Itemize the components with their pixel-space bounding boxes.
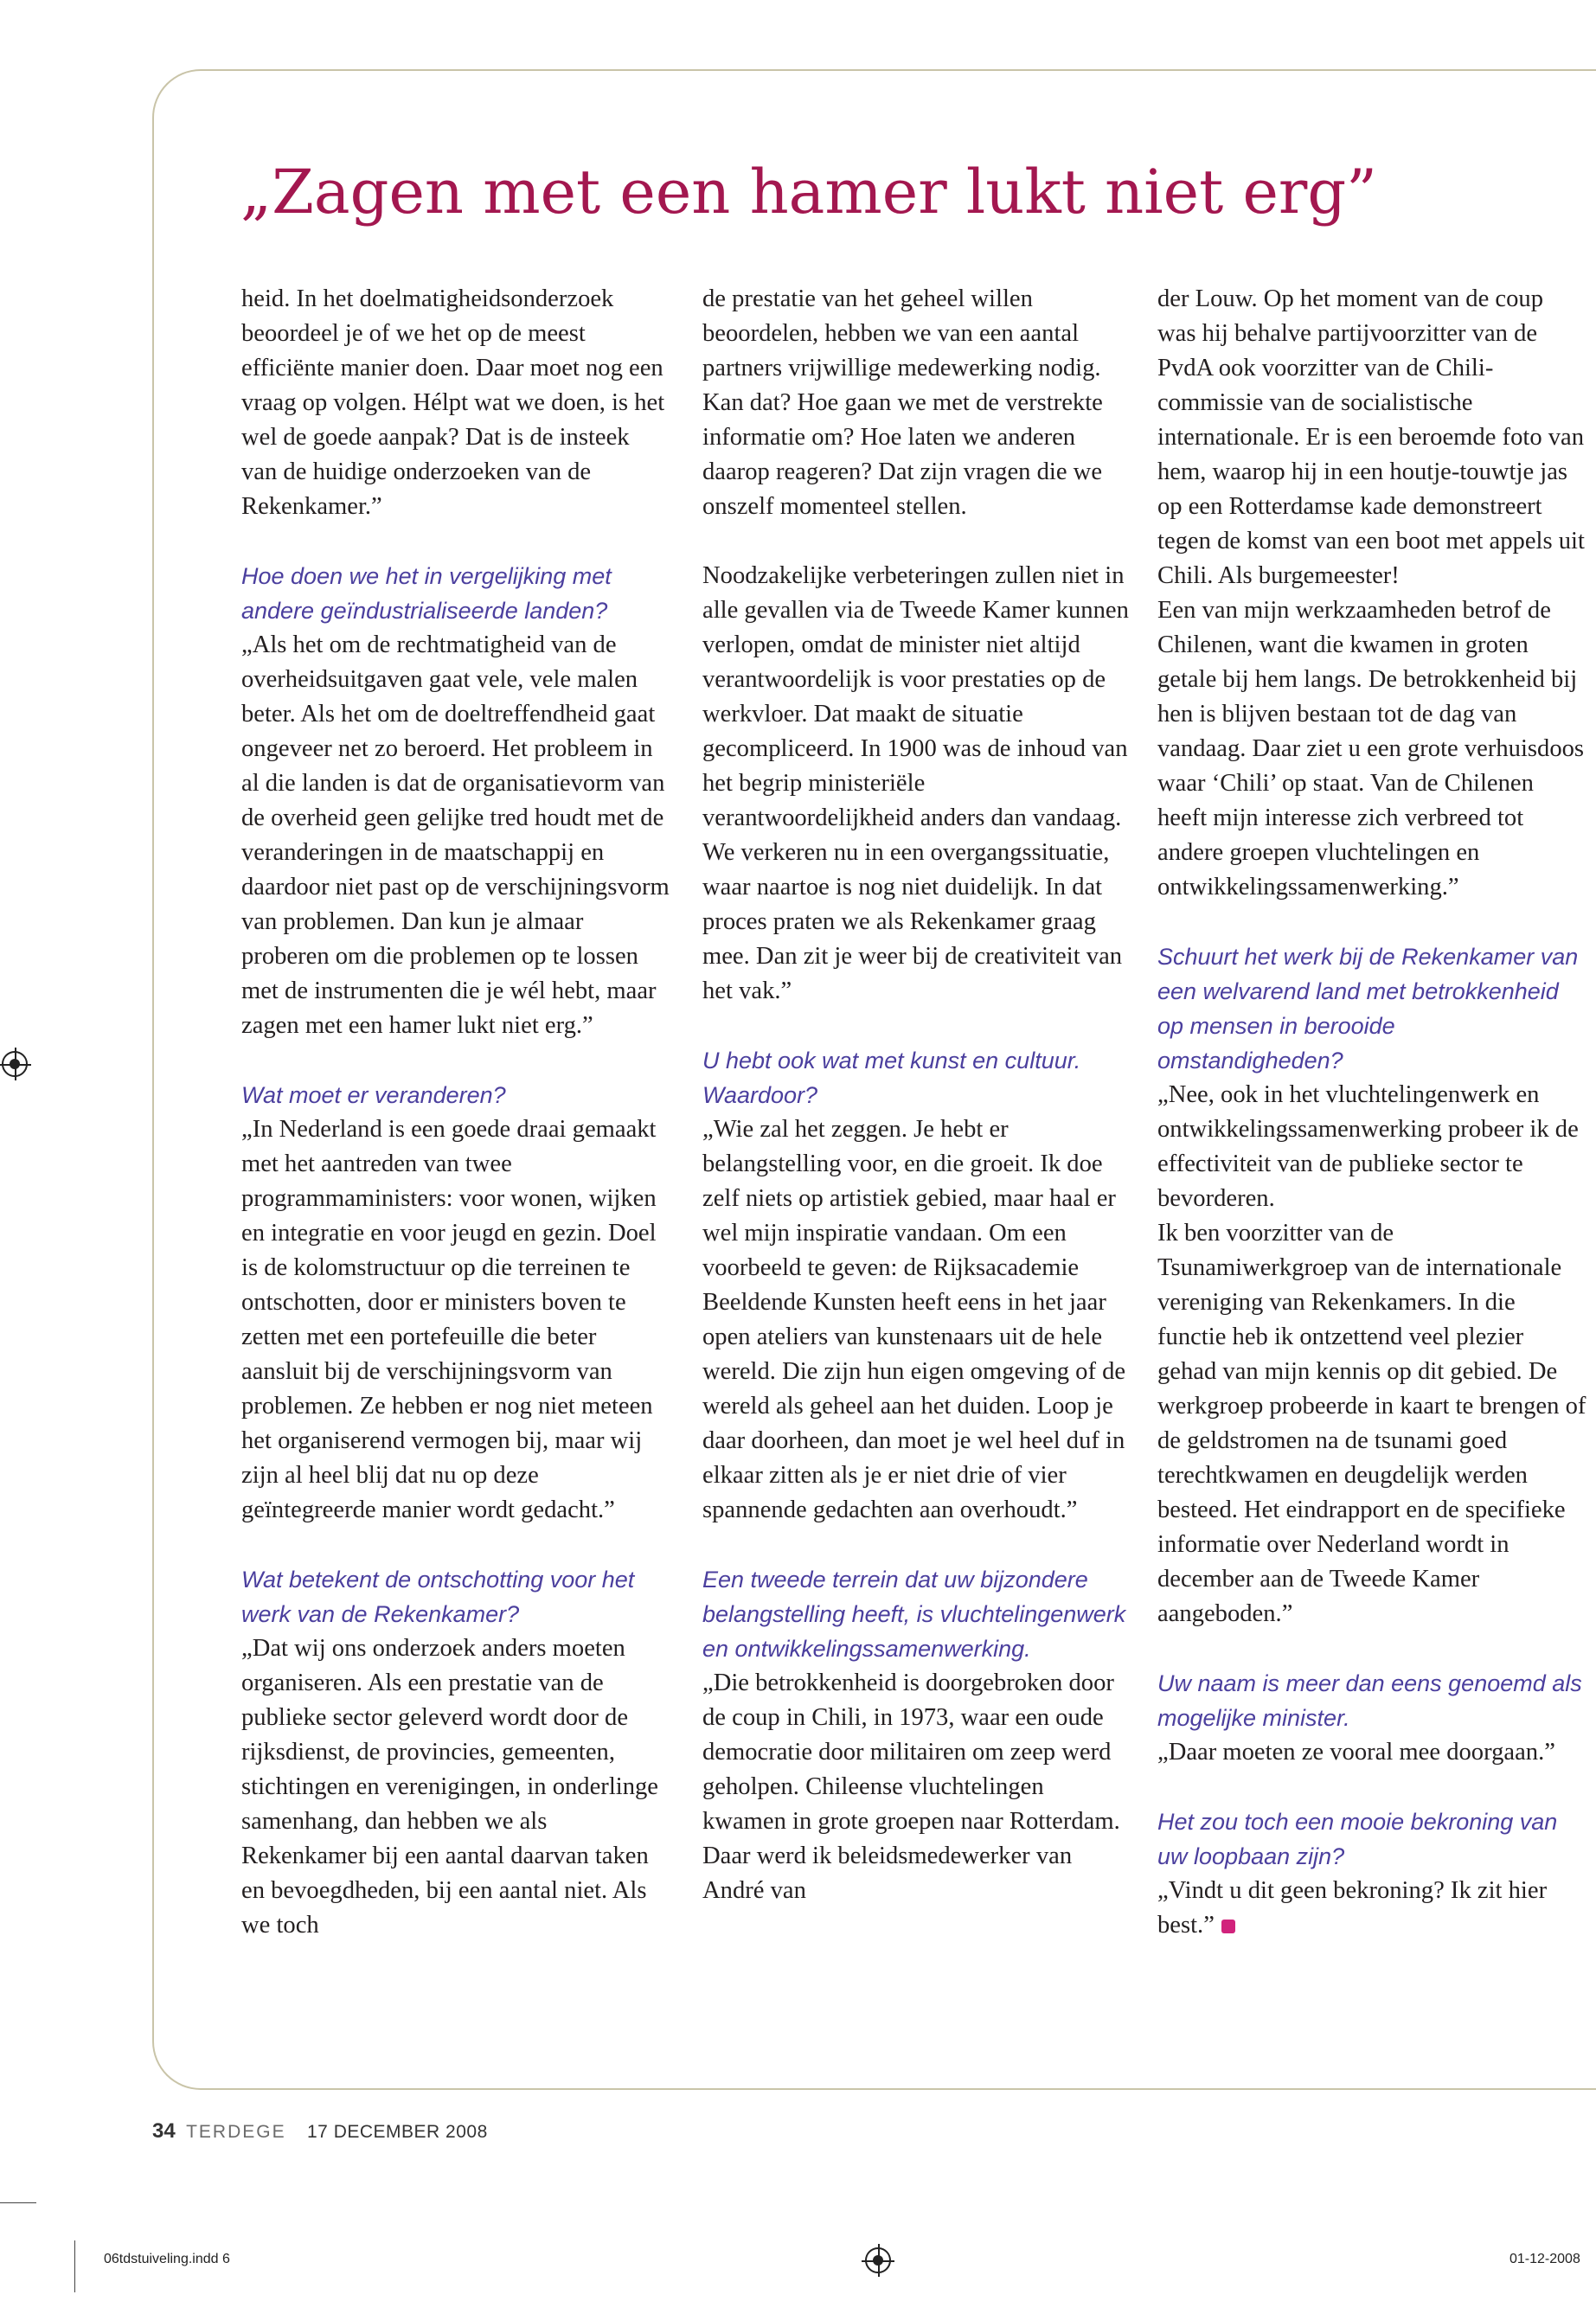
paragraph: „Wie zal het zeggen. Je hebt er belangstelling voor, en die groeit. Ik doe zelf niets op artistiek gebied, maar haal er wel mijn inspiratie vandaan. Om een voorbeeld te geven: de Rijksacademie Beeldende Kunsten heeft eens in het jaar open ateliers van kunstenaars uit de hele wereld. Die zijn hun eigen omgeving of de wereld als geheel aan het duiden. Loop je daar doorheen, dan moet je wel heel duf in elkaar zitten als je er niet drie of vier spannende gedachten aan overhoudt.” [702,1116,1126,1523]
paragraph: „Daar moeten ze vooral mee doorgaan.” [1157,1739,1555,1766]
article-title: „Zagen met een hamer lukt niet erg” [240,157,1377,228]
end-mark-icon [1221,1920,1235,1933]
magazine-name: TERDEGE [186,2122,286,2142]
paragraph: Ik ben voorzitter van de Tsunamiwerkgroep van de internationale vereniging van Rekenkamers. In die functie heb ik ontzettend veel plezier gehad van mijn kennis op dit gebied. De werkgroep probeerde in kaart te brengen of de geldstromen na de tsunami goed terechtkwamen en deugdelijk werden besteed. Het eindrapport en de specifieke informatie over Nederland wordt in december aan de Tweede Kamer aangeboden.” [1157,1220,1586,1627]
text-column-2 [702,282,1131,1908]
slug-filename: 06tdstuiveling.indd 6 [104,2252,230,2266]
crop-mark [74,2240,75,2292]
registration-mark-icon [2,1051,28,1077]
paragraph: „Die betrokkenheid is doorgebroken door de coup in Chili, in 1973, waar een oude democratie door militairen om zeep werd geholpen. Chileense vluchtelingen kwamen in grote groepen naar Rotterdam. Daar werd ik beleidsmedewerker van André van [702,1670,1120,1904]
text-column-1 [241,282,670,1943]
paragraph: „Nee, ook in het vluchtelingenwerk en ontwikkelingssamenwerking probeer ik de effectiviteit van de publieke sector te bevorderen. [1157,1081,1579,1212]
paragraph: „In Nederland is een goede draai gemaakt met het aantreden van twee programmaministers: voor wonen, wijken en integratie en voor jeugd en gezin. Doel is de kolomstructuur op die terreinen te ontschotten, door er ministers boven te zetten met een portefeuille die beter aansluit bij de verschijningsvorm van problemen. Ze hebben er nog niet meteen het organiserend vermogen bij, maar wij zijn al heel blij dat nu op deze geïntegreerde manier wordt gedacht.” [241,1116,657,1523]
text-column-3 [1157,282,1586,1943]
paragraph: Noodzakelijke verbeteringen zullen niet in alle gevallen via de Tweede Kamer kunnen verlopen, omdat de minister niet altijd verantwoordelijk is voor prestaties op de werkvloer. Dat maakt de situatie gecompliceerd. In 1900 was de inhoud van het begrip ministeriële verantwoordelijkheid anders dan vandaag. We verkeren nu in een overgangssituatie, waar naartoe is nog niet duidelijk. In dat proces praten we als Rekenkamer graag mee. Dan zit je weer bij de creativiteit van het vak.” [702,562,1129,1004]
interview-question: Schuurt het werk bij de Rekenkamer van een welvarend land met betrokkenheid op mensen in berooide omstandigheden? [1157,944,1579,1074]
slug-date: 01-12-2008 [1509,2252,1580,2266]
interview-question: Uw naam is meer dan eens genoemd als mogelijke minister. [1157,1670,1582,1731]
closing-text: „Vindt u dit geen bekroning? Ik zit hier best.” [1157,1877,1548,1939]
interview-question: Wat moet er veranderen? [241,1082,506,1108]
registration-mark-icon [865,2247,891,2273]
paragraph: heid. In het doelmatigheidsonderzoek beoordeel je of we het op de meest efficiënte manier doen. Daar moet nog een vraag op volgen. Hélpt wat we doen, is het wel de goede aanpak? Dat is de insteek van de huidige onderzoeken van de Rekenkamer.” [241,285,665,520]
closing-paragraph [1157,1874,1586,1943]
page-number: 34 [152,2119,176,2143]
interview-question: U hebt ook wat met kunst en cultuur. Waardoor? [702,1048,1081,1108]
paragraph: der Louw. Op het moment van de coup was hij behalve partijvoorzitter van de PvdA ook voorzitter van de Chili-commissie van de socialistische internationale. Er is een beroemde foto van hem, waarop hij in een houtje-touwtje jas op een Rotterdamse kade demonstreert tegen de komst van een boot met appels uit Chili. Als burgemeester! [1157,285,1585,589]
crop-mark [0,2202,36,2203]
paragraph: „Dat wij ons onderzoek anders moeten organiseren. Als een prestatie van de publieke sector geleverd wordt door de rijksdienst, de provincies, gemeenten, stichtingen en verenigingen, in onderlinge samenhang, dan hebben we als Rekenkamer bij een aantal daarvan taken en bevoegdheden, bij een aantal niet. Als we toch [241,1635,658,1939]
page-footer [152,2119,488,2144]
paragraph: „Als het om de rechtmatigheid van de overheidsuitgaven gaat vele, vele malen beter. Als het om de doeltreffendheid gaat ongeveer net zo beroerd. Het probleem in al die landen is dat de organisatievorm van de overheid geen gelijke tred houdt met de veranderingen in de maatschappij en daardoor niet past op de verschijningsvorm van problemen. Dan kun je almaar proberen om die problemen op te lossen met de instrumenten die je wél hebt, maar zagen met een hamer lukt niet erg.” [241,631,670,1039]
issue-date: 17 DECEMBER 2008 [307,2122,488,2142]
interview-question: Een tweede terrein dat uw bijzondere belangstelling heeft, is vluchtelingenwerk en ontwikkelingssamenwerking. [702,1567,1126,1662]
paragraph: Een van mijn werkzaamheden betrof de Chilenen, want die kwamen in groten getale bij hem langs. De betrokkenheid bij hen is blijven bestaan tot de dag van vandaag. Daar ziet u een grote verhuisdoos waar ‘Chili’ op staat. Van de Chilenen heeft mijn interesse zich verbreed tot andere groepen vluchtelingen en ontwikkelingssamenwerking.” [1157,597,1585,901]
interview-question: Wat betekent de ontschotting voor het werk van de Rekenkamer? [241,1567,635,1627]
interview-question: Hoe doen we het in vergelijking met andere geïndustrialiseerde landen? [241,563,612,624]
paragraph: de prestatie van het geheel willen beoordelen, hebben we van een aantal partners vrijwillige medewerking nodig. Kan dat? Hoe gaan we met de verstrekte informatie om? Hoe laten we anderen daarop reageren? Dat zijn vragen die we onszelf momenteel stellen. [702,285,1103,520]
interview-question: Het zou toch een mooie bekroning van uw loopbaan zijn? [1157,1809,1558,1869]
